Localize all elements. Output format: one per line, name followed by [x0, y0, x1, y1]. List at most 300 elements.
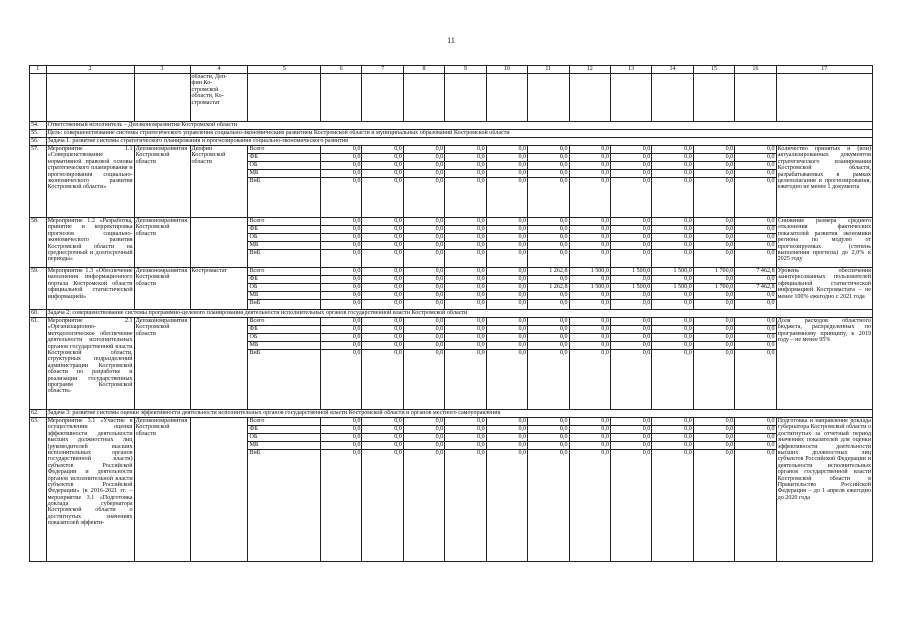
value-cell: 0,0 [528, 162, 569, 170]
value-cell: 0,0 [528, 234, 569, 242]
measure-name: Мероприятие 3.1 «Участие в осуществлении оценки эффективности деятельности высших должностных лиц (руководителей высших исполнительных органов государственной власти) субъектов Российской Федерации и деятельности органов исполнительной власти субъектов Российской Федерации» (в 2016-2021 гг. – мероприятие 3.1 «Подготовка доклада губернатора Костромской области о достигнутых значениях показателей эффекти- [46, 418, 134, 562]
value-cell: 0,0 [445, 342, 486, 350]
header-cell: 12 [569, 66, 610, 74]
value-cell: 0,0 [693, 218, 734, 226]
value-cell: 0,0 [610, 242, 651, 250]
row-number: 54. [30, 122, 47, 130]
value-cell: 0,0 [569, 318, 610, 326]
value-cell: 0,0 [403, 242, 444, 250]
section-text: Ответственный исполнитель – Депэкономразвития Костромской области [46, 122, 872, 130]
value-cell: 0,0 [486, 334, 527, 342]
funding-source: ФБ [248, 276, 320, 284]
value-cell: 0,0 [362, 434, 403, 442]
header-cell: 13 [610, 66, 651, 74]
value-cell: 0,0 [362, 162, 403, 170]
value-cell: 0,0 [320, 218, 361, 226]
value-cell: 0,0 [528, 300, 569, 310]
value-cell: 0,0 [610, 418, 651, 426]
value-cell: 0,0 [362, 342, 403, 350]
value-cell: 1 262,8 [528, 268, 569, 276]
section-text: Задача 1: развитие системы стратегического планирования и прогнозирования социально-экономического развития [46, 138, 872, 146]
value-cell: 0,0 [445, 334, 486, 342]
value-cell: 0,0 [403, 226, 444, 234]
value-cell: 0,0 [486, 226, 527, 234]
value-cell: 0,0 [403, 234, 444, 242]
value-cell: 0,0 [610, 434, 651, 442]
value-cell: 0,0 [652, 250, 693, 268]
value-cell: 0,0 [652, 426, 693, 434]
value-cell: 0,0 [362, 268, 403, 276]
value-cell: 0,0 [362, 318, 403, 326]
executor: Депэкономразвития Костромской области [134, 268, 190, 310]
header-cell: 17 [776, 66, 872, 74]
value-cell: 0,0 [445, 442, 486, 450]
value-cell: 0,0 [610, 326, 651, 334]
value-cell: 0,0 [652, 242, 693, 250]
funding-source: МБ [248, 442, 320, 450]
value-cell: 0,0 [652, 146, 693, 154]
value-cell: 0,0 [610, 162, 651, 170]
value-cell: 0,0 [486, 318, 527, 326]
header-cell: 2 [46, 66, 134, 74]
value-cell: 0,0 [528, 178, 569, 218]
value-cell: 0,0 [403, 442, 444, 450]
value-cell: 0,0 [652, 292, 693, 300]
row-number: 61. [30, 318, 47, 410]
value-cell: 0,0 [693, 162, 734, 170]
funding-source: ОБ [248, 434, 320, 442]
value-cell: 0,0 [445, 226, 486, 234]
value-cell: 0,0 [735, 242, 776, 250]
value-cell: 0,0 [362, 300, 403, 310]
value-cell: 0,0 [693, 178, 734, 218]
funding-source: ВнБ [248, 250, 320, 268]
value-cell: 0,0 [320, 426, 361, 434]
row-number: 62. [30, 410, 47, 418]
value-cell: 0,0 [652, 334, 693, 342]
value-cell: 0,0 [569, 146, 610, 154]
section-row [30, 122, 873, 130]
funding-source: ОБ [248, 162, 320, 170]
measure-row [30, 418, 873, 426]
value-cell: 1 500,0 [652, 268, 693, 276]
value-cell: 0,0 [445, 170, 486, 178]
value-cell: 0,0 [652, 218, 693, 226]
value-cell: 0,0 [528, 170, 569, 178]
funding-source: ФБ [248, 426, 320, 434]
value-cell: 0,0 [652, 418, 693, 426]
value-cell: 0,0 [569, 426, 610, 434]
value-cell: 0,0 [693, 242, 734, 250]
funding-source: ФБ [248, 326, 320, 334]
header-cell: 15 [693, 66, 734, 74]
value-cell: 0,0 [445, 146, 486, 154]
value-cell: 0,0 [610, 154, 651, 162]
value-cell: 0,0 [652, 318, 693, 326]
value-cell: 0,0 [693, 154, 734, 162]
value-cell: 0,0 [693, 318, 734, 326]
value-cell: 0,0 [735, 426, 776, 434]
value-cell: 0,0 [735, 276, 776, 284]
funding-source: Всего [248, 146, 320, 154]
value-cell: 0,0 [403, 170, 444, 178]
value-cell: 0,0 [445, 350, 486, 410]
value-cell: 0,0 [569, 418, 610, 426]
value-cell: 0,0 [403, 418, 444, 426]
value-cell: 7 462,8 [735, 284, 776, 292]
value-cell: 0,0 [528, 276, 569, 284]
value-cell: 0,0 [652, 162, 693, 170]
value-cell: 0,0 [320, 170, 361, 178]
value-cell: 0,0 [528, 292, 569, 300]
funding-source: ВнБ [248, 350, 320, 410]
value-cell: 0,0 [735, 218, 776, 226]
value-cell: 0,0 [445, 250, 486, 268]
value-cell: 0,0 [486, 326, 527, 334]
value-cell: 0,0 [445, 284, 486, 292]
value-cell: 0,0 [320, 342, 361, 350]
value-cell: 0,0 [320, 276, 361, 284]
value-cell: 0,0 [735, 350, 776, 410]
value-cell: 0,0 [486, 276, 527, 284]
value-cell: 0,0 [403, 318, 444, 326]
expected-result: Количество принятых и (или) актуализированных документов стратегического планирования Костромской области, разрабатываемых в рамках целеполагания и прогнозирования, ежегодно не менее 1 документа [776, 146, 872, 218]
value-cell: 0,0 [403, 450, 444, 562]
value-cell: 0,0 [693, 250, 734, 268]
value-cell: 0,0 [320, 226, 361, 234]
value-cell: 0,0 [320, 250, 361, 268]
value-cell: 0,0 [362, 292, 403, 300]
value-cell: 0,0 [362, 450, 403, 562]
value-cell: 0,0 [528, 334, 569, 342]
value-cell: 0,0 [320, 450, 361, 562]
value-cell: 0,0 [528, 442, 569, 450]
page-number: 11 [447, 36, 455, 45]
value-cell: 0,0 [693, 170, 734, 178]
value-cell: 0,0 [610, 442, 651, 450]
value-cell: 0,0 [693, 234, 734, 242]
value-cell: 0,0 [445, 418, 486, 426]
value-cell: 0,0 [610, 426, 651, 434]
value-cell: 0,0 [486, 146, 527, 154]
value-cell: 0,0 [652, 170, 693, 178]
value-cell: 0,0 [403, 162, 444, 170]
measure-row [30, 218, 873, 226]
value-cell: 0,0 [652, 350, 693, 410]
value-cell: 0,0 [569, 350, 610, 410]
co-executor: Костромастат [190, 268, 248, 310]
funding-source: МБ [248, 342, 320, 350]
value-cell: 0,0 [320, 442, 361, 450]
value-cell: 0,0 [652, 434, 693, 442]
value-cell: 0,0 [610, 146, 651, 154]
value-cell: 0,0 [362, 250, 403, 268]
header-cell: 9 [445, 66, 486, 74]
value-cell: 0,0 [569, 292, 610, 300]
value-cell: 0,0 [445, 234, 486, 242]
value-cell: 1 700,0 [693, 284, 734, 292]
value-cell: 0,0 [362, 350, 403, 410]
value-cell: 0,0 [445, 268, 486, 276]
co-executor [190, 318, 248, 410]
value-cell: 0,0 [403, 218, 444, 226]
value-cell: 0,0 [735, 334, 776, 342]
value-cell: 0,0 [693, 418, 734, 426]
value-cell: 0,0 [652, 276, 693, 284]
value-cell: 0,0 [652, 154, 693, 162]
header-row [30, 66, 873, 74]
value-cell: 0,0 [403, 426, 444, 434]
value-cell: 1 700,0 [693, 268, 734, 276]
program-table [29, 65, 873, 562]
value-cell: 0,0 [486, 292, 527, 300]
value-cell: 0,0 [693, 292, 734, 300]
value-cell: 0,0 [445, 276, 486, 284]
header-cell: 16 [735, 66, 776, 74]
header-cell: 8 [403, 66, 444, 74]
value-cell: 0,0 [735, 170, 776, 178]
executor: Депэкономразвития Костромской области [134, 418, 190, 562]
value-cell: 0,0 [693, 426, 734, 434]
value-cell: 0,0 [693, 442, 734, 450]
value-cell: 0,0 [610, 276, 651, 284]
section-text: Задача 3: развитие системы оценки эффективности деятельности исполнительных органов государственной власти Костромской области и органов местного самоуправления [46, 410, 872, 418]
header-cell: 5 [248, 66, 320, 74]
value-cell: 0,0 [320, 178, 361, 218]
value-cell: 0,0 [486, 170, 527, 178]
value-cell: 0,0 [403, 300, 444, 310]
value-cell: 1 500,0 [652, 284, 693, 292]
value-cell: 0,0 [445, 434, 486, 442]
funding-source: ВнБ [248, 178, 320, 218]
value-cell: 1 500,0 [569, 268, 610, 276]
value-cell: 0,0 [693, 334, 734, 342]
value-cell: 0,0 [735, 250, 776, 268]
value-cell: 0,0 [569, 242, 610, 250]
measure-row [30, 318, 873, 326]
value-cell: 0,0 [735, 450, 776, 562]
co-executor-cell: области, Деп- фин Ко- стромской области, Ко- стромастат [190, 74, 248, 122]
value-cell: 0,0 [403, 326, 444, 334]
value-cell: 0,0 [320, 350, 361, 410]
value-cell: 0,0 [362, 226, 403, 234]
value-cell: 0,0 [735, 442, 776, 450]
value-cell: 0,0 [320, 268, 361, 276]
value-cell: 0,0 [403, 268, 444, 276]
value-cell: 0,0 [362, 178, 403, 218]
value-cell: 0,0 [320, 318, 361, 326]
value-cell: 0,0 [486, 300, 527, 310]
value-cell: 0,0 [486, 450, 527, 562]
value-cell: 0,0 [445, 300, 486, 310]
executor: Депэкономразвития Костромской области [134, 146, 190, 218]
value-cell: 0,0 [486, 250, 527, 268]
funding-source: ФБ [248, 154, 320, 162]
funding-source: ОБ [248, 284, 320, 292]
value-cell: 0,0 [320, 154, 361, 162]
value-cell: 0,0 [735, 326, 776, 334]
continuation-row [30, 74, 873, 122]
funding-source: Всего [248, 268, 320, 276]
value-cell: 0,0 [569, 276, 610, 284]
section-row [30, 138, 873, 146]
value-cell: 0,0 [569, 250, 610, 268]
value-cell: 0,0 [693, 450, 734, 562]
row-number: 63. [30, 418, 47, 562]
value-cell: 0,0 [403, 334, 444, 342]
value-cell: 0,0 [693, 146, 734, 154]
value-cell: 0,0 [693, 342, 734, 350]
row-number: 56. [30, 138, 47, 146]
value-cell: 0,0 [403, 342, 444, 350]
funding-source: Всего [248, 218, 320, 226]
value-cell: 0,0 [652, 178, 693, 218]
value-cell: 0,0 [362, 334, 403, 342]
value-cell: 0,0 [362, 154, 403, 162]
value-cell: 0,0 [486, 284, 527, 292]
value-cell: 0,0 [445, 162, 486, 170]
expected-result: Подготовка и направление доклада губернатора Костромской области о достигнутых за отчетный период значениях показателей для оценки эффективности деятельности высших должностных лиц субъектов Российской Федерации и деятельности исполнительных органов государственной власти Костромской области в Правительство Российской Федерации – до 1 апреля ежегодно до 2020 года [776, 418, 872, 562]
expected-result: Доля расходов областного бюджета, распределенных по программному принципу, к 2019 году – не менее 95% [776, 318, 872, 410]
value-cell: 0,0 [362, 326, 403, 334]
value-cell: 0,0 [569, 300, 610, 310]
value-cell: 0,0 [652, 226, 693, 234]
value-cell: 0,0 [486, 218, 527, 226]
co-executor: Депфин Костромской области [190, 146, 248, 218]
funding-source: МБ [248, 292, 320, 300]
co-executor [190, 418, 248, 562]
funding-source: ВнБ [248, 450, 320, 562]
value-cell: 0,0 [569, 170, 610, 178]
section-row [30, 130, 873, 138]
value-cell: 0,0 [693, 434, 734, 442]
value-cell: 1 500,0 [610, 284, 651, 292]
value-cell: 0,0 [569, 178, 610, 218]
value-cell: 0,0 [528, 326, 569, 334]
header-cell: 14 [652, 66, 693, 74]
value-cell: 0,0 [445, 178, 486, 218]
value-cell: 0,0 [735, 154, 776, 162]
value-cell: 0,0 [569, 450, 610, 562]
funding-source: МБ [248, 170, 320, 178]
value-cell: 0,0 [610, 342, 651, 350]
co-executor [190, 218, 248, 268]
row-number: 55. [30, 130, 47, 138]
value-cell: 0,0 [403, 434, 444, 442]
value-cell: 0,0 [362, 234, 403, 242]
value-cell: 0,0 [569, 442, 610, 450]
value-cell: 0,0 [362, 218, 403, 226]
value-cell: 0,0 [735, 434, 776, 442]
value-cell: 0,0 [610, 334, 651, 342]
value-cell: 0,0 [652, 342, 693, 350]
header-cell: 6 [320, 66, 361, 74]
value-cell: 0,0 [528, 146, 569, 154]
value-cell: 0,0 [362, 170, 403, 178]
value-cell: 0,0 [486, 442, 527, 450]
value-cell: 0,0 [486, 178, 527, 218]
expected-result: Уровень обеспечения заинтересованных пользователей официальной статистической информацией Костромастата – не менее 100% ежегодно с 2021 года [776, 268, 872, 310]
value-cell: 0,0 [403, 178, 444, 218]
header-cell: 3 [134, 66, 190, 74]
funding-source: Всего [248, 318, 320, 326]
value-cell: 0,0 [320, 434, 361, 442]
row-number: 57. [30, 146, 47, 218]
value-cell: 0,0 [320, 334, 361, 342]
value-cell: 0,0 [528, 154, 569, 162]
measure-name: Мероприятие 2.1 «Организационно-методологическое обеспечение деятельности исполнительных органов государственной власти Костромской области, структурных подразделений администрации Костромской области по разработке и реализации государственных программ Костромской области» [46, 318, 134, 410]
value-cell: 0,0 [693, 226, 734, 234]
value-cell: 0,0 [445, 292, 486, 300]
value-cell: 0,0 [445, 318, 486, 326]
row-number: 58. [30, 218, 47, 268]
value-cell: 0,0 [693, 350, 734, 410]
value-cell: 0,0 [403, 292, 444, 300]
value-cell: 0,0 [320, 234, 361, 242]
value-cell: 0,0 [528, 242, 569, 250]
section-row [30, 310, 873, 318]
measure-name: Мероприятие 1.3 «Обеспечение наполнения информационного портала Костромской области официальной статистической информацией» [46, 268, 134, 310]
value-cell: 0,0 [445, 218, 486, 226]
value-cell: 0,0 [445, 450, 486, 562]
value-cell: 0,0 [652, 450, 693, 562]
value-cell: 0,0 [610, 300, 651, 310]
value-cell: 0,0 [403, 276, 444, 284]
value-cell: 0,0 [735, 318, 776, 326]
value-cell: 0,0 [486, 162, 527, 170]
measure-name: Мероприятие 1.2 «Разработка, принятие и корректировка прогнозов социально-экономического развития Костромской области на среднесрочный и долгосрочный периоды» [46, 218, 134, 268]
value-cell: 0,0 [528, 250, 569, 268]
value-cell: 0,0 [486, 418, 527, 426]
measure-row [30, 146, 873, 154]
value-cell: 0,0 [445, 426, 486, 434]
value-cell: 0,0 [320, 162, 361, 170]
section-text: Задача 2: совершенствование системы программно-целевого планирования деятельности исполнительных органов государственной власти Костромской области [46, 310, 872, 318]
value-cell: 0,0 [610, 450, 651, 562]
value-cell: 0,0 [652, 234, 693, 242]
value-cell: 0,0 [528, 318, 569, 326]
funding-source: ОБ [248, 334, 320, 342]
value-cell: 0,0 [320, 284, 361, 292]
value-cell: 0,0 [735, 234, 776, 242]
value-cell: 0,0 [403, 146, 444, 154]
value-cell: 0,0 [693, 276, 734, 284]
header-cell: 11 [528, 66, 569, 74]
executor: Депэкономразвития Костромской области [134, 218, 190, 268]
value-cell: 7 462,8 [735, 268, 776, 276]
value-cell: 0,0 [362, 276, 403, 284]
value-cell: 0,0 [445, 154, 486, 162]
header-cell: 7 [362, 66, 403, 74]
value-cell: 0,0 [610, 250, 651, 268]
value-cell: 0,0 [735, 178, 776, 218]
value-cell: 0,0 [735, 146, 776, 154]
value-cell: 1 262,8 [528, 284, 569, 292]
value-cell: 0,0 [320, 292, 361, 300]
value-cell: 0,0 [320, 242, 361, 250]
value-cell: 0,0 [528, 350, 569, 410]
value-cell: 0,0 [735, 292, 776, 300]
executor: Депэкономразвития Костромской области [134, 318, 190, 410]
value-cell: 0,0 [403, 350, 444, 410]
value-cell: 1 500,0 [610, 268, 651, 276]
value-cell: 0,0 [362, 442, 403, 450]
value-cell: 0,0 [693, 326, 734, 334]
funding-source: ВнБ [248, 300, 320, 310]
value-cell: 0,0 [610, 318, 651, 326]
value-cell: 0,0 [403, 284, 444, 292]
value-cell: 0,0 [569, 326, 610, 334]
